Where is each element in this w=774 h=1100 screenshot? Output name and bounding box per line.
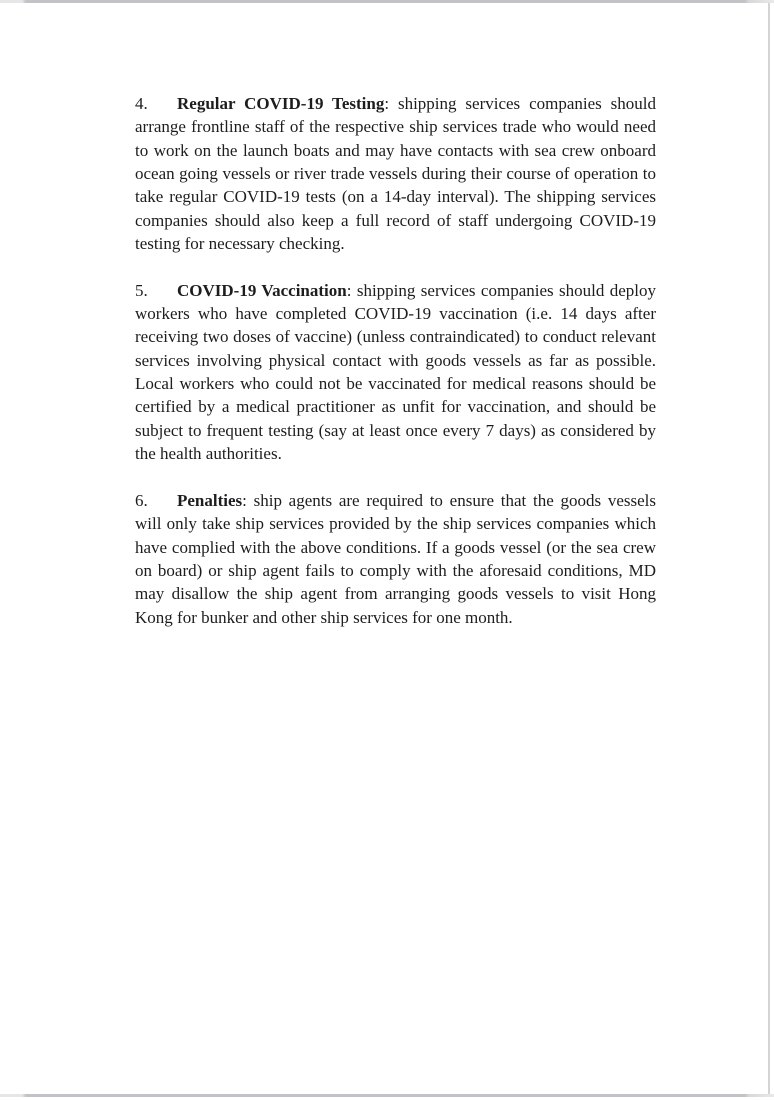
paragraph-number: 4. bbox=[135, 94, 148, 113]
paragraph-body: : shipping services companies should deploy workers who have completed COVID-19 vaccination (i.e. 14 days after receiving two doses of vaccine) (unless contraindicated) to conduct relevant services involving physical contact with goods vessels as far as possible. Local workers who could not be vaccinated for medical reasons should be certified by a medical practitioner as unfit for vaccination, and should be subject to frequent testing (say at least once every 7 days) as considered by the health authorities. bbox=[135, 280, 656, 464]
document-content bbox=[135, 92, 656, 629]
page-right-edge bbox=[768, 3, 770, 1094]
paragraph-5 bbox=[135, 279, 656, 466]
paragraph-body: : shipping services companies should arrange frontline staff of the respective ship services trade who would need to work on the launch boats and may have contacts with sea crew onboard ocean going vessels or river trade vessels during their course of operation to take regular COVID-19 tests (on a 14-day interval). The shipping services companies should also keep a full record of staff undergoing COVID-19 testing for necessary checking. bbox=[135, 94, 657, 254]
paragraph-title: Regular COVID-19 Testing bbox=[177, 94, 385, 113]
paragraph-number: 5. bbox=[135, 280, 148, 300]
paragraph-title: Penalties bbox=[177, 490, 243, 510]
paragraph-title: COVID-19 Vaccination bbox=[177, 280, 347, 300]
paragraph-4 bbox=[135, 92, 656, 255]
paragraph-6 bbox=[135, 489, 656, 629]
page-top-edge bbox=[0, 0, 774, 3]
paragraph-number: 6. bbox=[135, 490, 148, 510]
paragraph-body: : ship agents are required to ensure that the goods vessels will only take ship services provided by the ship services companies which have complied with the above conditions. If a goods vessel (or the sea crew on board) or ship agent fails to comply with the aforesaid conditions, MD may disallow the ship agent from arranging goods vessels to visit Hong Kong for bunker and other ship services for one month. bbox=[135, 490, 656, 627]
page-bottom-edge bbox=[0, 1094, 774, 1097]
